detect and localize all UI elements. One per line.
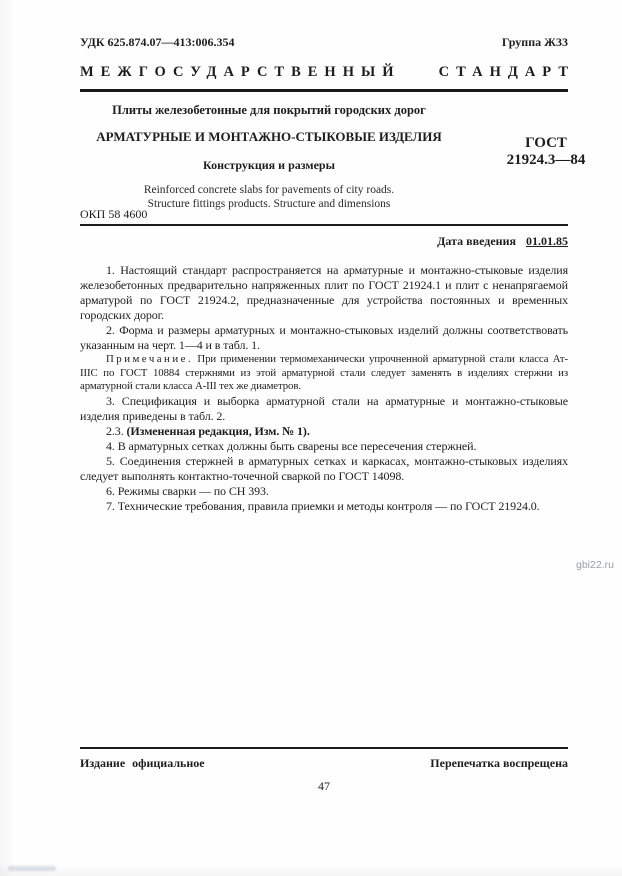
note-label: Примечание. [106, 353, 194, 365]
official-edition-label: Издание официальное [80, 756, 205, 770]
okp-rule [80, 224, 568, 226]
document-title-en-line2: Structure fittings products. Structure and dimensions [147, 197, 391, 210]
group-code: Группа Ж33 [501, 35, 568, 49]
paragraph-1: 1. Настоящий стандарт распространяется на арматурные и монтажно-стыковые изделия железобетонных предварительно напряженных плит по ГОСТ 21924.1 и плит с ненапрягаемой арматурой по ГОСТ 21924.2, предназначенные для устройства постоянных и временных городских дорог. [80, 263, 568, 322]
paragraph-6: 6. Режимы сварки — по СН 393. [106, 483, 269, 498]
paragraph-2: 2. Форма и размеры арматурных и монтажно-стыковых изделий должны соответствовать указанным на черт. 1—4 и в табл. 1. [80, 323, 568, 352]
document-title-en-line1: Reinforced concrete slabs for pavements of city roads. [143, 184, 395, 196]
standard-kind-word2: СТАНДАРТ [438, 64, 575, 80]
scan-artifact [8, 866, 56, 871]
note-paragraph [80, 353, 568, 394]
paragraph-5: 5. Соединения стержней в арматурных сетках и каркасах, монтажно-стыковых изделиях следует выполнять контактно-точечной сваркой по ГОСТ 14098. [80, 453, 568, 483]
note-text: При применении термомеханически упрочненной арматурной стали класса Ат-IIIC по ГОСТ 10884 стержнями из этой арматурной стали следует заменять в изделиях стержни из арматурной стали класса А-III тех же диаметров. [80, 353, 568, 393]
paragraph-3: 3. Спецификация и выборка арматурной стали на арматурные и монтажно-стыковые изделия приведены в табл. 2. [80, 393, 568, 423]
document-subsubtitle-ru: Конструкция и размеры [203, 158, 335, 172]
udk-code: УДК 625.874.07—413:006.354 [80, 35, 235, 49]
gost-designation [493, 135, 599, 169]
reprint-prohibited-label: Перепечатка воспрещена [430, 756, 568, 770]
gost-number: 21924.3—84 [506, 152, 586, 168]
paragraph-2-3 [80, 424, 568, 439]
paragraph-4: 4. В арматурных сетках должны быть сварены все пересечения стержней. [106, 438, 477, 453]
okp-code: ОКП 58 4600 [80, 207, 148, 221]
introduction-date-value: 01.01.85 [526, 234, 568, 248]
header-rule [80, 89, 568, 92]
introduction-date-label: Дата введения [437, 234, 516, 248]
page-number: 47 [318, 779, 330, 793]
footer-rule [80, 747, 568, 749]
title-block [80, 103, 458, 211]
paragraph-2-3-number: 2.3. [106, 423, 127, 438]
document-subtitle-ru: АРМАТУРНЫЕ И МОНТАЖНО-СТЫКОВЫЕ ИЗДЕЛИЯ [96, 129, 442, 144]
site-watermark: gbi22.ru [576, 559, 614, 571]
udk-group-row [80, 35, 568, 50]
standard-kind-heading [80, 64, 575, 81]
paragraph-7: 7. Технические требования, правила приемки и методы контроля — по ГОСТ 21924.0. [106, 498, 540, 513]
document-title-ru: Плиты железобетонные для покрытий городских дорог [112, 103, 426, 117]
body-text [80, 263, 568, 514]
standard-kind-word1: МЕЖГОСУДАРСТВЕННЫЙ [80, 64, 401, 80]
gost-label: ГОСТ [525, 135, 567, 151]
footer-row [80, 756, 568, 771]
introduction-date-row [80, 234, 568, 249]
paragraph-2-3-amendment: (Измененная редакция, Изм. № 1). [126, 423, 310, 438]
